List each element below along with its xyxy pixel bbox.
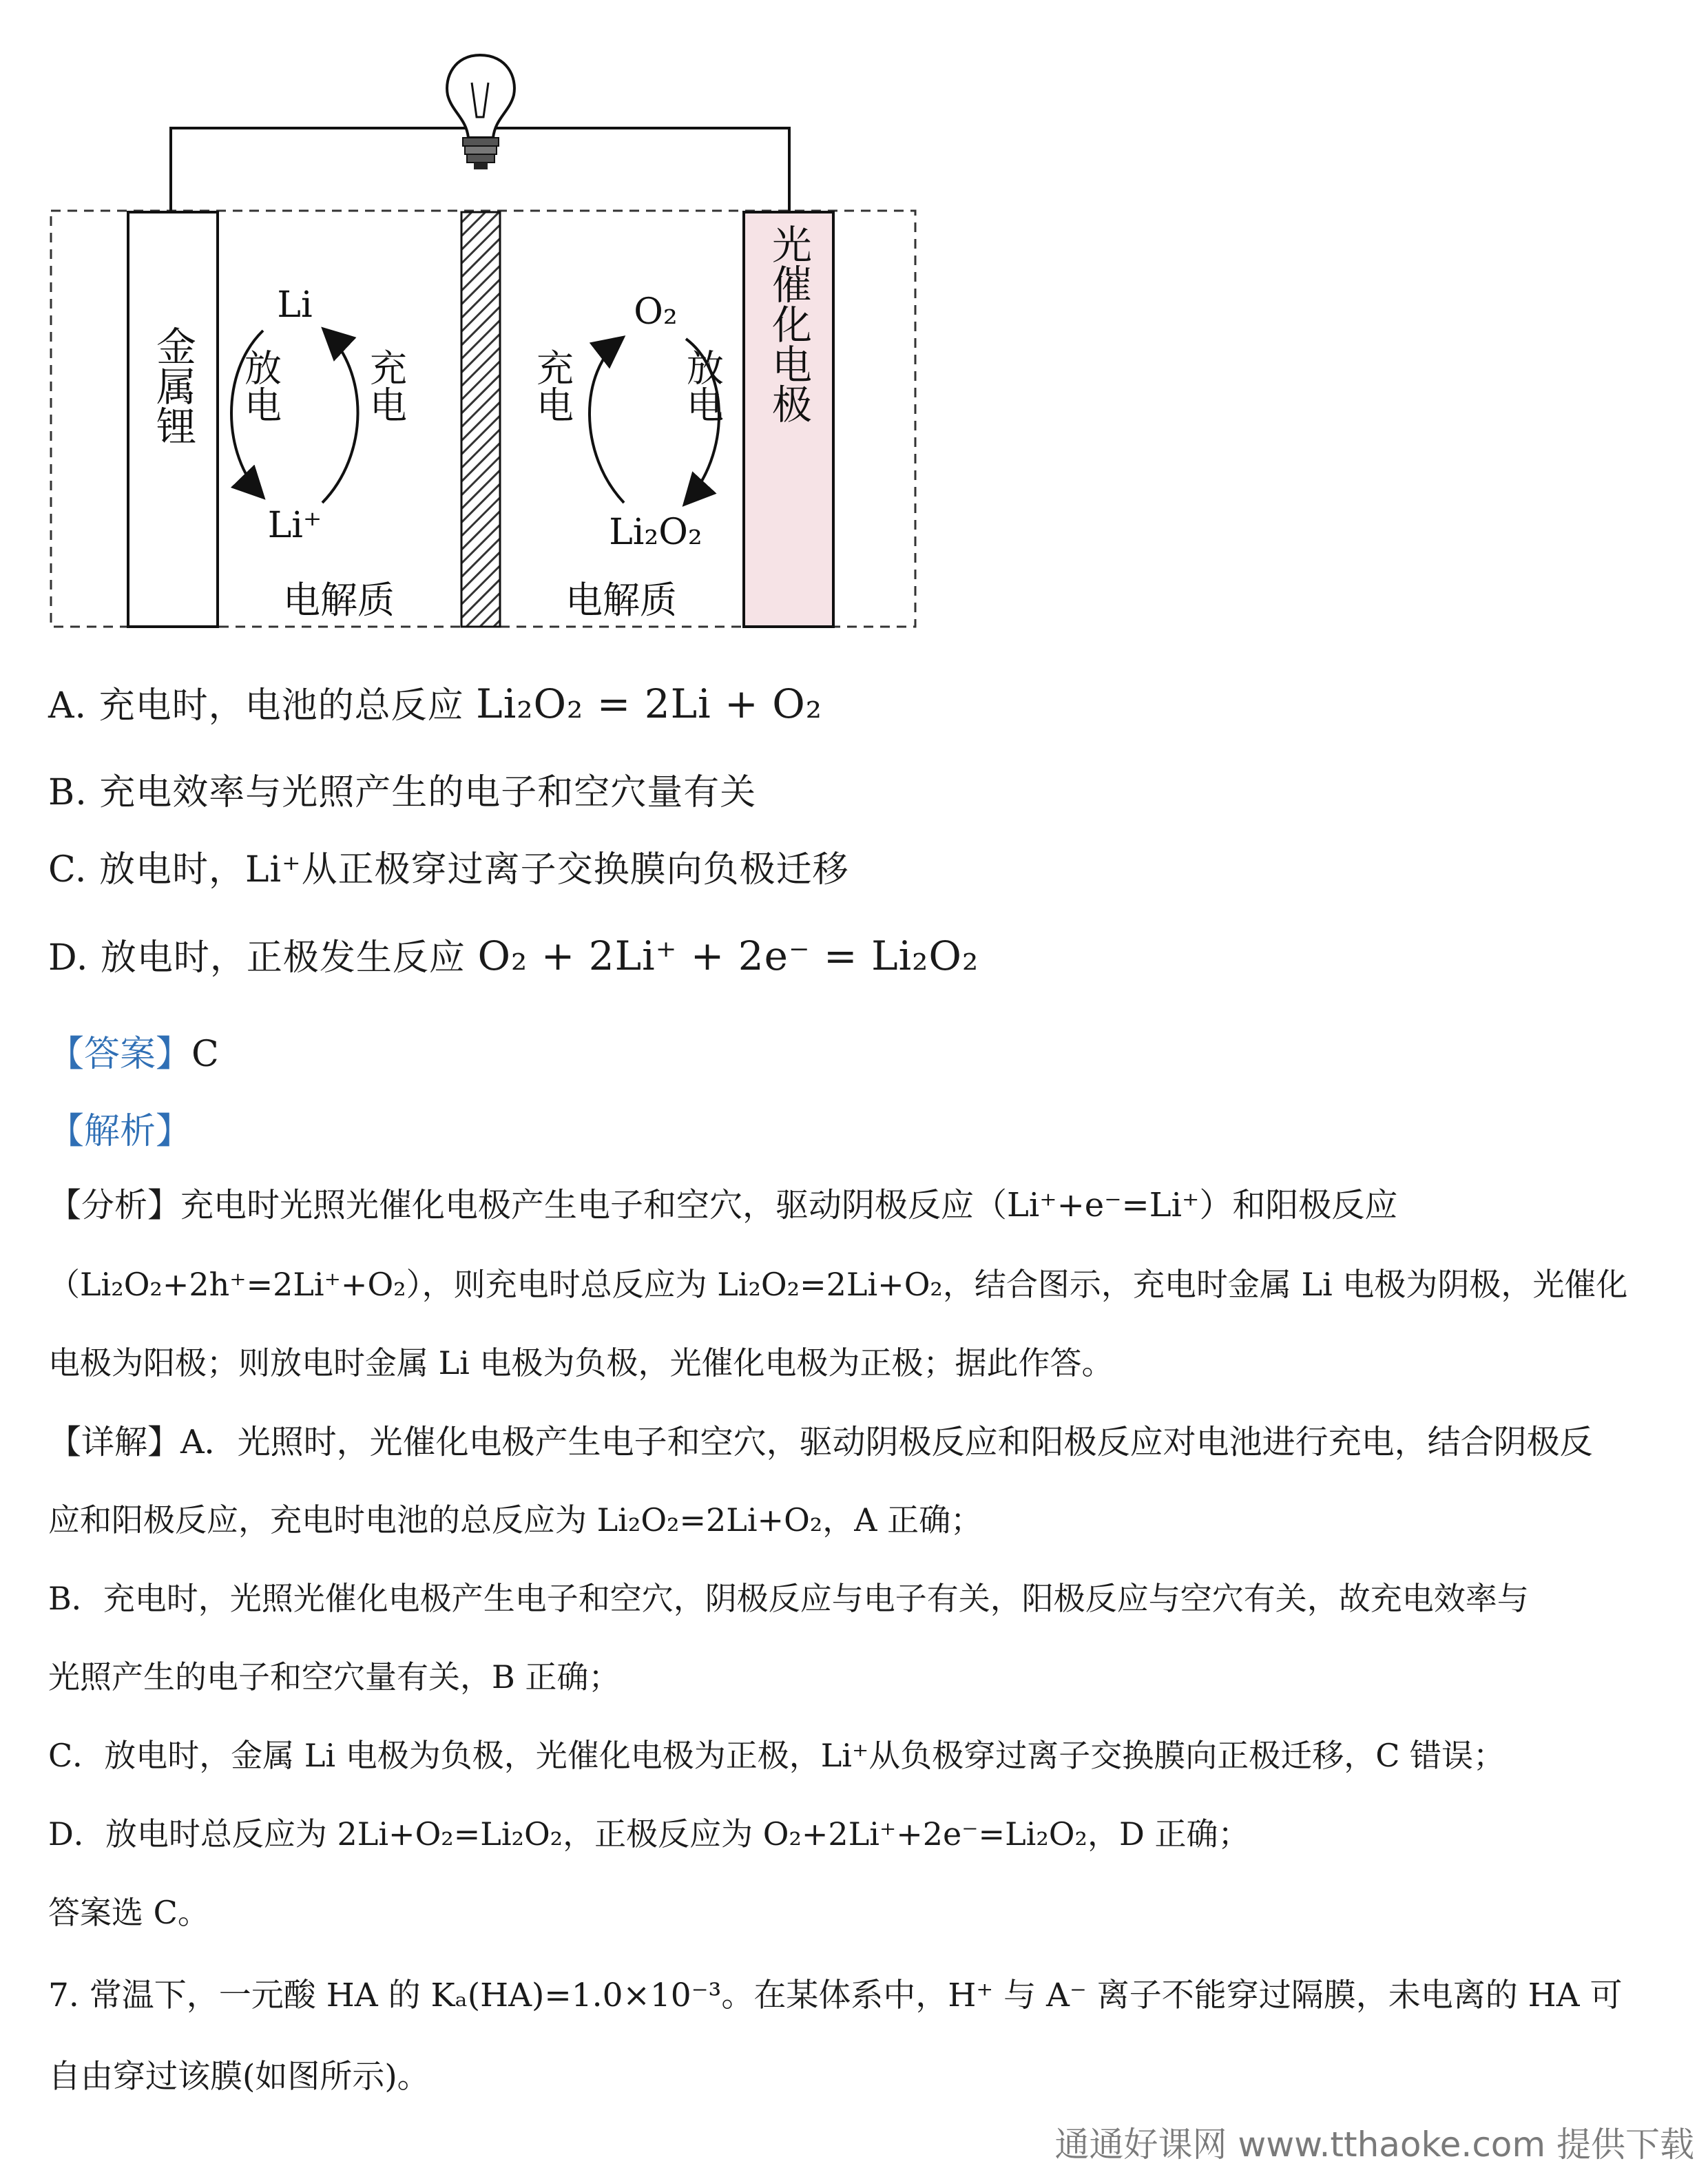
option-d-letter: D. (48, 937, 89, 979)
analysis-line-1 (48, 1186, 1397, 1226)
option-a-text: 充电时，电池的总反应 (98, 685, 464, 727)
battery-diagram (41, 28, 937, 647)
answer-value: C (191, 1034, 219, 1075)
option-c (48, 848, 849, 891)
light-bulb-icon (447, 55, 514, 169)
ion-exchange-membrane (461, 212, 500, 627)
left-cycle-bottom: Li⁺ (267, 505, 322, 546)
left-electrolyte-label: 电解质 (283, 578, 395, 622)
option-b-text: 充电效率与光照产生的电子和空穴量有关 (99, 772, 757, 813)
analysis-line-2: （Li₂O₂+2h⁺=2Li⁺+O₂），则充电时总反应为 Li₂O₂=2Li+O₂，结合图示，充电时金属 Li 电极为阴极，光催化 (48, 1266, 1628, 1303)
analysis-heading: 【解析】 (48, 1111, 192, 1152)
option-b-letter: B. (48, 772, 87, 813)
left-cycle-top: Li (277, 284, 313, 326)
detail-text-1: A．光照时，光催化电极产生电子和空穴，驱动阴极反应和阳极反应对电池进行充电，结合阴极反 (180, 1423, 1593, 1461)
right-cycle-right-label: 放电 (680, 348, 725, 423)
analysis-tag: 【分析】 (48, 1186, 181, 1224)
left-electrode-label: 金属锂 (149, 326, 196, 446)
question-7-line-2: 自由穿过该膜(如图所示)。 (48, 2058, 430, 2096)
left-charge-arrow (322, 331, 358, 503)
right-electrolyte-label: 电解质 (565, 578, 677, 622)
right-electrode-label: 光催化电极 (765, 224, 812, 424)
option-c-text: 放电时，Li⁺从正极穿过离子交换膜向负极迁移 (99, 849, 849, 890)
analysis-line-3: 电极为阳极；则放电时金属 Li 电极为负极，光催化电极为正极；据此作答。 (48, 1344, 1114, 1382)
watermark: 通通好课网 www.tthaoke.com 提供下载 (1054, 2125, 1694, 2165)
right-cycle-bottom: Li₂O₂ (609, 512, 702, 553)
option-c-letter: C. (48, 849, 87, 890)
option-a-formula: Li₂O₂ = 2Li + O₂ (476, 680, 822, 727)
option-d (48, 932, 979, 981)
detail-line-7: 答案选 C。 (48, 1894, 209, 1931)
option-d-formula: O₂ + 2Li⁺ + 2e⁻ = Li₂O₂ (477, 932, 979, 979)
detail-tag: 【详解】 (48, 1423, 181, 1461)
option-d-text: 放电时，正极发生反应 (100, 937, 466, 979)
answer-tag: 【答案】 (48, 1034, 192, 1075)
right-cycle-left-label: 充电 (530, 348, 574, 423)
option-b (48, 771, 756, 814)
detail-line-6: D．放电时总反应为 2Li+O₂=Li₂O₂，正极反应为 O₂+2Li⁺+2e⁻=Li₂O₂，D 正确； (48, 1815, 1250, 1853)
analysis-text-1: 充电时光照光催化电极产生电子和空穴，驱动阴极反应（Li⁺+e⁻=Li⁺）和阳极反应 (180, 1186, 1398, 1224)
right-charge-arrow (590, 339, 624, 503)
detail-line-4: 光照产生的电子和空穴量有关，B 正确； (48, 1658, 621, 1696)
answer-line (48, 1033, 219, 1076)
question-7-line-1: 7. 常温下，一元酸 HA 的 Kₐ(HA)=1.0×10⁻³。在某体系中，H⁺ 与 A⁻ 离子不能穿过隔膜，未电离的 HA 可 (48, 1977, 1623, 2014)
option-a (48, 680, 822, 729)
detail-line-5: C．放电时，金属 Li 电极为负极，光催化电极为正极，Li⁺从负极穿过离子交换膜向正极迁移，C 错误； (48, 1737, 1506, 1774)
left-cycle-left-label: 放电 (238, 348, 282, 423)
detail-line-2: 应和阳极反应，充电时电池的总反应为 Li₂O₂=2Li+O₂，A 正确； (48, 1501, 983, 1539)
option-a-letter: A. (48, 685, 87, 727)
detail-line-3: B．充电时，光照光催化电极产生电子和空穴，阴极反应与电子有关，阳极反应与空穴有关，故充电效率与 (48, 1580, 1529, 1617)
right-cycle-top: O₂ (634, 291, 678, 333)
detail-line-1 (48, 1423, 1593, 1463)
left-cycle-right-label: 充电 (364, 348, 408, 423)
